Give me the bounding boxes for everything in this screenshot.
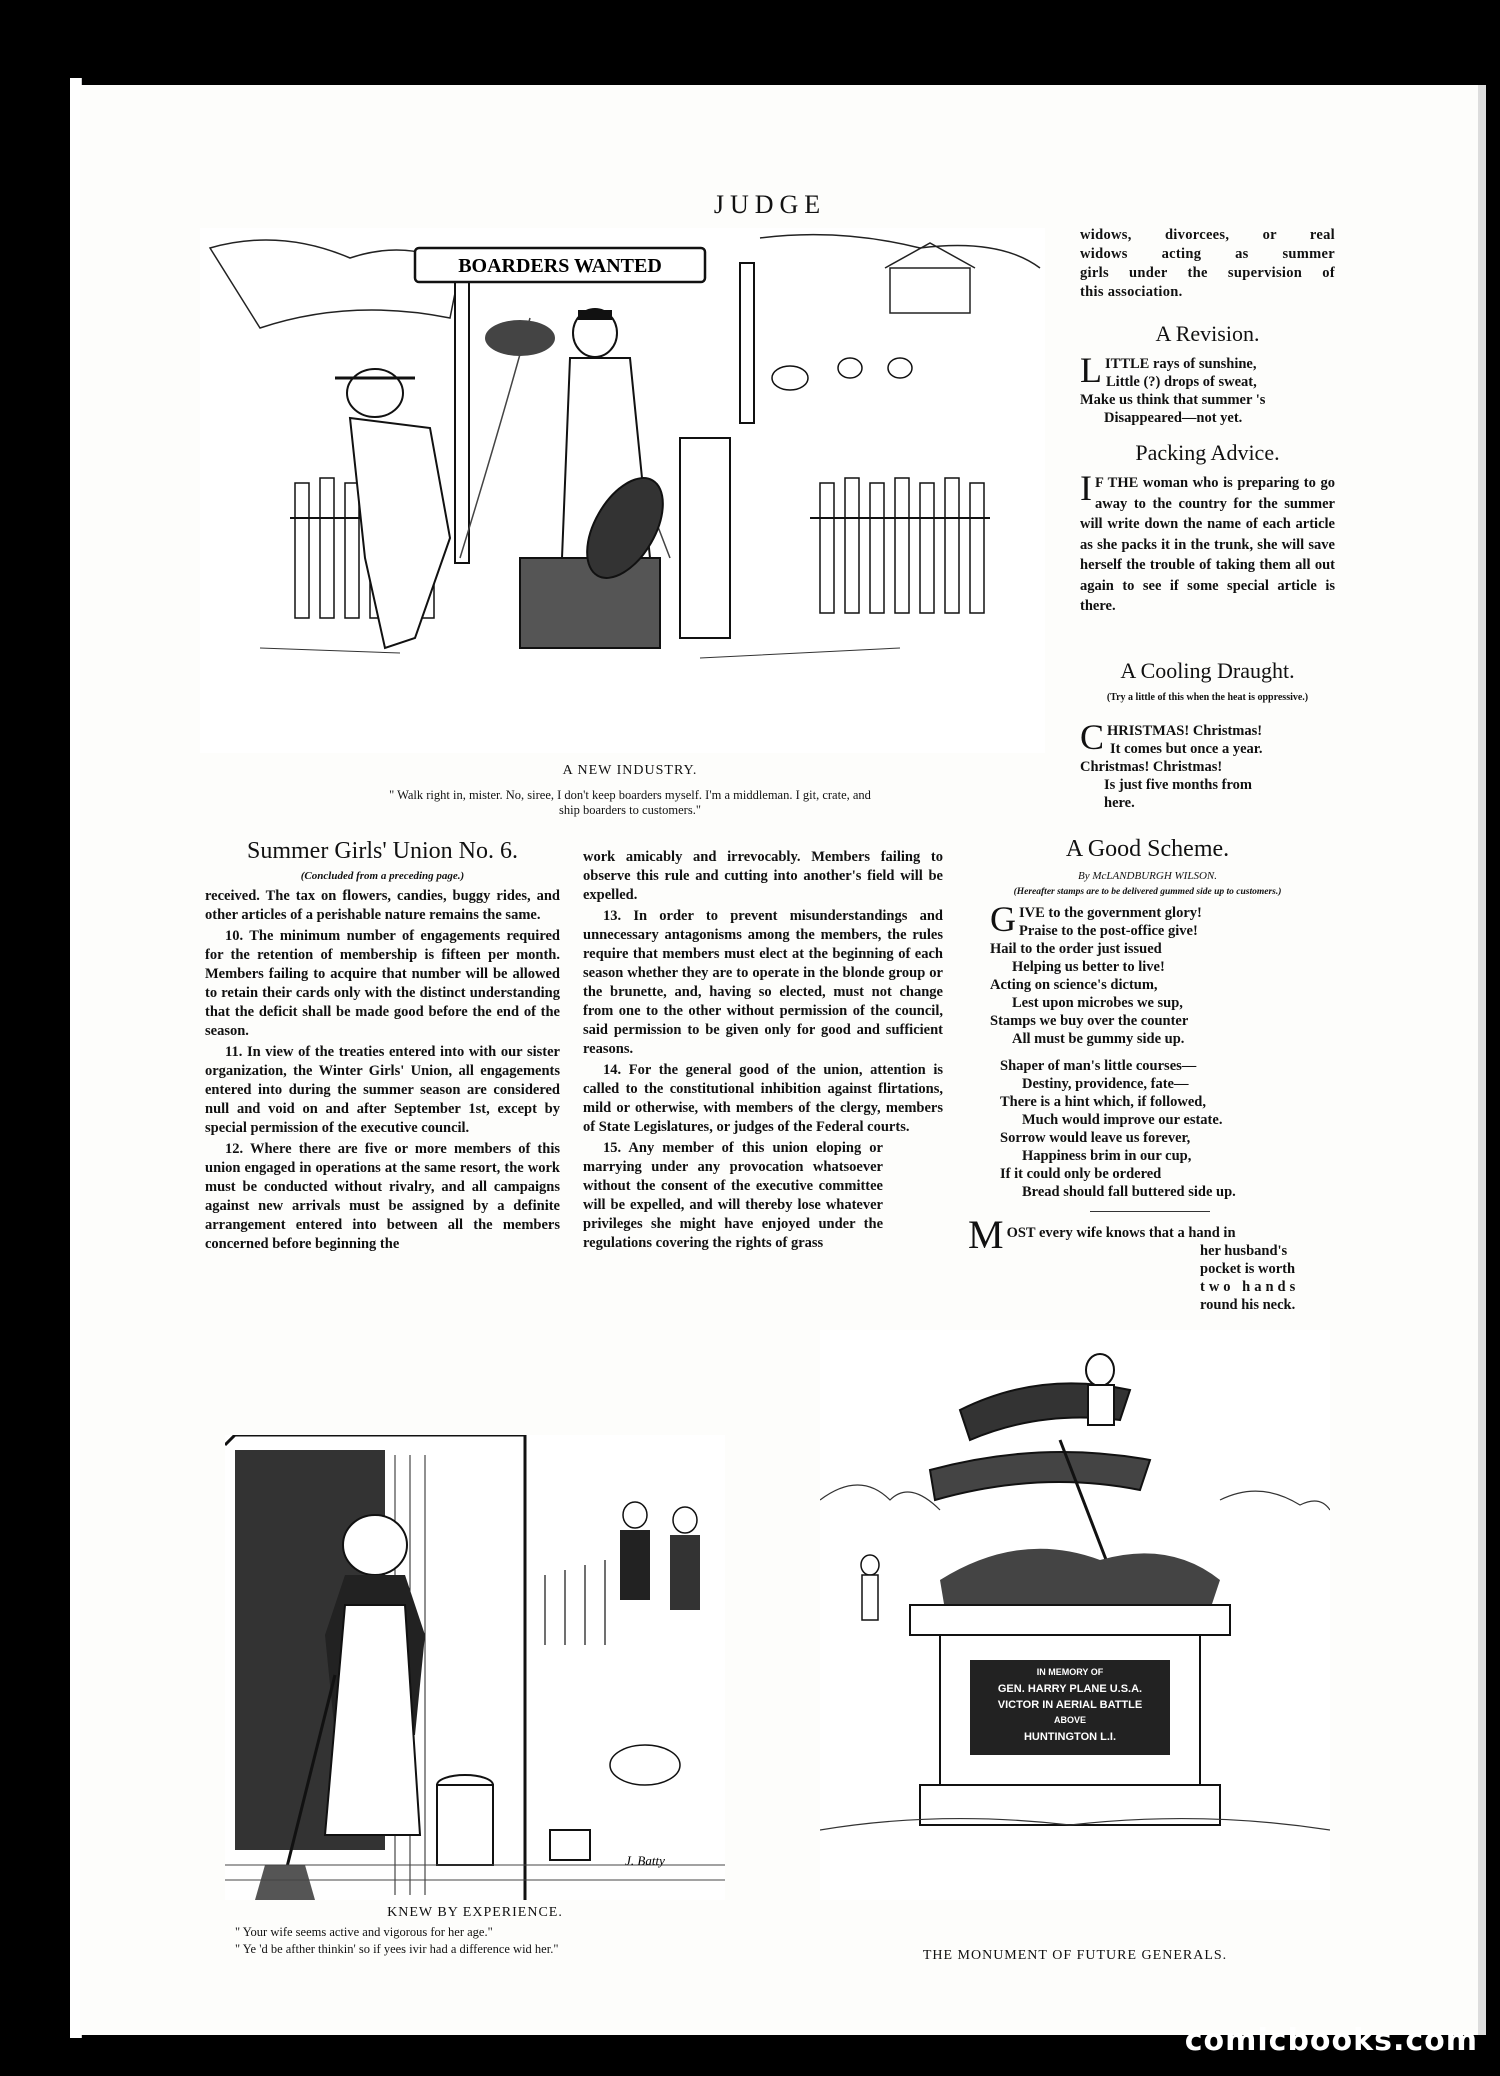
summer-girls-note: (Concluded from a preceding page.) bbox=[300, 870, 465, 882]
right-intro-line: this association. bbox=[1080, 284, 1183, 300]
poem-line: Little (?) drops of sweat, bbox=[1106, 374, 1257, 390]
packing-dropcap: I bbox=[1080, 468, 1092, 508]
poem-line: ITTLE rays of sunshine, bbox=[1105, 356, 1257, 372]
cooling-title: A Cooling Draught. bbox=[1120, 658, 1295, 683]
poem-line: Is just five months from bbox=[1104, 777, 1252, 793]
new-industry-drawing bbox=[200, 228, 1045, 753]
poem-line: Make us think that summer 's bbox=[1080, 392, 1266, 408]
good-scheme-stanza-2 bbox=[1000, 1057, 1340, 1201]
right-intro-line: girls under the supervision of bbox=[1080, 265, 1335, 281]
plaque-line: HUNTINGTON L.I. bbox=[1023, 1731, 1117, 1743]
poem-line: Praise to the post-office give! bbox=[1019, 923, 1198, 939]
summer-girls-column-2 bbox=[583, 848, 943, 1255]
monument-drawing bbox=[820, 1330, 1330, 1900]
most-every-dropcap: M bbox=[968, 1212, 1004, 1257]
poem-line: All must be gummy side up. bbox=[1012, 1031, 1185, 1047]
poem-line: If it could only be ordered bbox=[1000, 1166, 1162, 1182]
revision-poem bbox=[1080, 350, 1335, 427]
new-industry-caption-2: ship boarders to customers." bbox=[559, 803, 701, 817]
monument-title: THE MONUMENT OF FUTURE GENERALS. bbox=[922, 1948, 1228, 1963]
watermark: comicbooks.com bbox=[1184, 2023, 1478, 2058]
new-industry-title: A NEW INDUSTRY. bbox=[562, 763, 698, 778]
article-paragraph: work amicably and irrevocably. Members failing to observe this rule and cutting into another's field will be expelled. bbox=[583, 849, 943, 903]
good-scheme-title: A Good Scheme. bbox=[1065, 836, 1230, 862]
plaque-line: IN MEMORY OF bbox=[1036, 1667, 1104, 1677]
filler-line: OST every wife knows that a hand in bbox=[1006, 1225, 1236, 1241]
poem-line: Much would improve our estate. bbox=[1022, 1112, 1223, 1128]
packing-text bbox=[1080, 468, 1335, 617]
knew-by-experience-caption-2: " Ye 'd be afther thinkin' so if yees ivir had a difference wid her." bbox=[235, 1942, 559, 1956]
article-paragraph: 11. In view of the treaties entered into with our sister organization, the Winter Girls' Union, all engagements entered into during the summer season are considered null and void on and after September 1st, except by special permission of the executive council. bbox=[205, 1044, 560, 1136]
revision-title: A Revision. bbox=[1155, 321, 1260, 346]
right-intro-line: widows, divorcees, or real bbox=[1080, 227, 1335, 243]
cartoon-signature: J. Batty bbox=[625, 1853, 665, 1868]
packing-title: Packing Advice. bbox=[1135, 440, 1280, 465]
cartoon-sign-text: BOARDERS WANTED bbox=[458, 255, 662, 277]
summer-girls-title: Summer Girls' Union No. 6. bbox=[247, 838, 518, 864]
knew-by-experience-cartoon bbox=[225, 1435, 725, 1900]
filler-line: her husband's bbox=[1200, 1243, 1288, 1259]
poem-line: Helping us better to live! bbox=[1012, 959, 1165, 975]
summer-girls-column-1 bbox=[205, 887, 560, 1256]
monument-cartoon bbox=[820, 1330, 1330, 1900]
poem-line: Christmas! Christmas! bbox=[1080, 759, 1223, 775]
cooling-poem bbox=[1080, 717, 1335, 812]
most-every-filler bbox=[968, 1212, 1328, 1314]
right-intro-line: widows acting as summer bbox=[1080, 246, 1335, 262]
plaque-line: VICTOR IN AERIAL BATTLE bbox=[997, 1699, 1143, 1711]
poem-line: There is a hint which, if followed, bbox=[1000, 1094, 1206, 1110]
article-paragraph: 10. The minimum number of engagements required for the retention of membership is fifteen per month. Members failing to acquire that number will be allowed to retain their cards only with the distinct understanding that the deficit shall be made good before the end of the season. bbox=[205, 928, 560, 1039]
knew-by-experience-caption-1: " Your wife seems active and vigorous for her age." bbox=[235, 1925, 493, 1939]
section-divider bbox=[1090, 1211, 1210, 1212]
good-scheme-stanza-1 bbox=[990, 899, 1330, 1048]
poem-line: here. bbox=[1104, 795, 1135, 811]
poem-line: Disappeared—not yet. bbox=[1104, 410, 1243, 426]
cooling-dropcap: C bbox=[1080, 717, 1105, 757]
filler-line: round his neck. bbox=[1200, 1297, 1296, 1313]
article-paragraph: 14. For the general good of the union, attention is called to the constitutional inhibition against flirtations, mild or otherwise, with members of the clergy, members of State Legislatures, or judges of the Federal courts. bbox=[583, 1062, 943, 1135]
poem-line: Destiny, providence, fate— bbox=[1022, 1076, 1189, 1092]
cooling-note: (Try a little of this when the heat is oppressive.) bbox=[1106, 692, 1309, 703]
packing-body: F THE woman who is preparing to go away to the country for the summer will write down the name of each article as she packs it in the trunk, she will save herself the trouble of taking them all out again to see if some special article is there. bbox=[1080, 475, 1335, 614]
good-scheme-byline: By McLANDBURGH WILSON. bbox=[1077, 870, 1217, 882]
knew-by-experience-drawing bbox=[225, 1435, 725, 1900]
poem-line: Hail to the order just issued bbox=[990, 941, 1162, 957]
poem-line: Lest upon microbes we sup, bbox=[1012, 995, 1183, 1011]
article-paragraph: 12. Where there are five or more members of this union engaged in operations at the same resort, the work must be conducted without rivalry, and all campaigns against new arrivals must be assigned by a definite arrangement entered into between all the members concerned before beginning the bbox=[205, 1141, 560, 1252]
article-paragraph: received. The tax on flowers, candies, buggy rides, and other articles of a perishable nature remains the same. bbox=[205, 888, 560, 923]
masthead: JUDGE bbox=[713, 190, 827, 219]
filler-line: pocket is worth bbox=[1200, 1261, 1296, 1277]
good-scheme-note: (Hereafter stamps are to be delivered gummed side up to customers.) bbox=[1013, 887, 1282, 897]
article-paragraph: 15. Any member of this union eloping or marrying under any provocation whatsoever without the consent of the executive committee will be expelled, and will thereby lose whatever privileges she might have enjoyed under the regulations covering the rights of grass bbox=[583, 1140, 883, 1251]
good-scheme-dropcap: G bbox=[990, 899, 1016, 939]
poem-line: Happiness brim in our cup, bbox=[1022, 1148, 1192, 1164]
poem-line: Shaper of man's little courses— bbox=[1000, 1058, 1197, 1074]
poem-line: It comes but once a year. bbox=[1110, 741, 1263, 757]
poem-line: HRISTMAS! Christmas! bbox=[1107, 723, 1263, 739]
new-industry-caption-1: " Walk right in, mister. No, siree, I don't keep boarders myself. I'm a middleman. I git, crate, and bbox=[389, 788, 871, 802]
plaque-line: GEN. HARRY PLANE U.S.A. bbox=[997, 1683, 1143, 1695]
knew-by-experience-title: KNEW BY EXPERIENCE. bbox=[387, 1905, 563, 1920]
article-paragraph: 13. In order to prevent misunderstandings and unnecessary antagonisms among the members, the rules require that members must elect at the beginning of each season whether they are to operate in the blonde group or the brunette, and, having so elected, must not change from one to the other without permission of the council, said permission to be given only for good and sufficient reasons. bbox=[583, 908, 943, 1057]
right-intro bbox=[1080, 226, 1335, 302]
poem-line: Bread should fall buttered side up. bbox=[1022, 1184, 1236, 1200]
poem-line: IVE to the government glory! bbox=[1019, 905, 1202, 921]
filler-line: two hands bbox=[1200, 1279, 1300, 1295]
poem-line: Acting on science's dictum, bbox=[990, 977, 1158, 993]
poem-line: Stamps we buy over the counter bbox=[990, 1013, 1189, 1029]
plaque-line: ABOVE bbox=[1053, 1715, 1087, 1725]
poem-line: Sorrow would leave us forever, bbox=[1000, 1130, 1191, 1146]
new-industry-cartoon bbox=[200, 228, 1045, 753]
revision-dropcap: L bbox=[1080, 350, 1102, 390]
page-edge bbox=[1478, 85, 1486, 2035]
